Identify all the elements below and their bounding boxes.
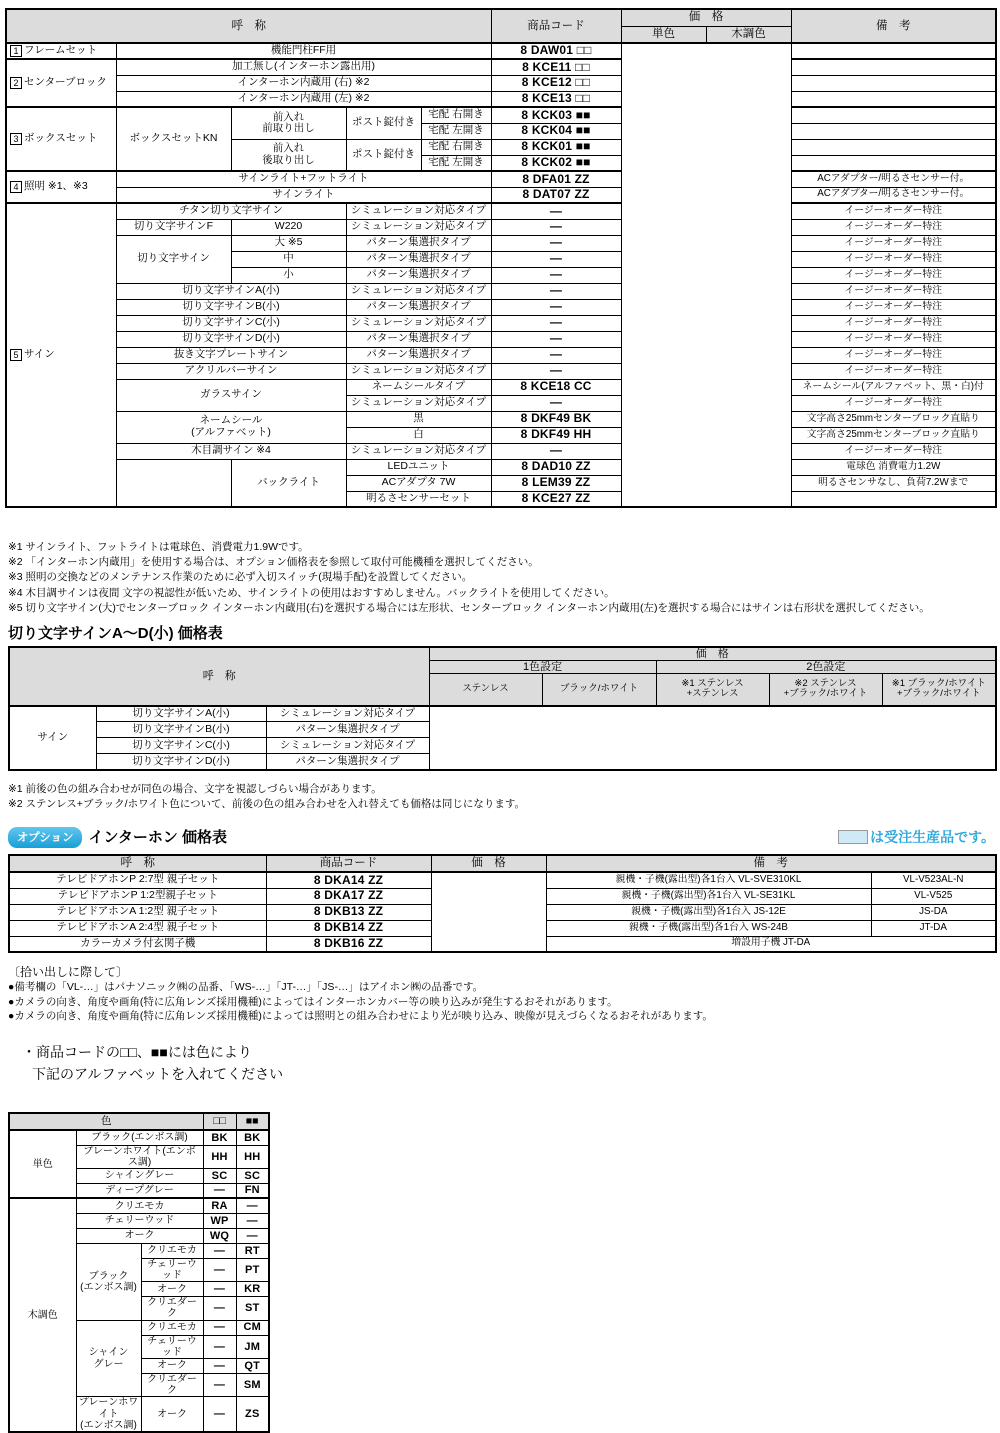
cell: シャイングレー <box>76 1168 203 1183</box>
category-label: 4 照明 ※1、※3 <box>6 171 116 203</box>
product-code-cell: HH <box>236 1145 269 1168</box>
product-code-cell: 8 KCE13 □□ <box>491 91 621 107</box>
product-code-cell: — <box>491 235 621 251</box>
table-row <box>9 1130 269 1145</box>
cell: パターン集選択タイプ <box>346 331 491 347</box>
cell: クリエダーク <box>141 1297 203 1320</box>
sign-price-table <box>8 646 997 771</box>
cell: 切り文字サインA(小) <box>116 283 346 299</box>
table-row <box>6 171 996 187</box>
remarks-cell: イージーオーダー特注 <box>791 283 996 299</box>
cell: ボックスセットKN <box>116 107 231 171</box>
cell: 宅配 右開き <box>421 139 491 155</box>
cell: W220 <box>231 219 346 235</box>
product-code-cell: — <box>203 1397 236 1432</box>
header-cell: 備 考 <box>791 9 996 43</box>
cell: パターン集選択タイプ <box>346 251 491 267</box>
table-row <box>9 706 996 722</box>
product-code-cell: — <box>203 1359 236 1374</box>
cell: 中 <box>231 251 346 267</box>
product-code-cell: — <box>203 1282 236 1297</box>
footnote: ※2 「インターホン内蔵用」を使用する場合は、オプション価格表を参照して取付可能機種を選択してください。 <box>8 556 539 569</box>
remarks-cell: 増設用子機 JT-DA <box>546 936 996 952</box>
cell: 前入れ 前取り出し <box>231 107 346 139</box>
cell: シミュレーション対応タイプ <box>346 395 491 411</box>
product-code-cell: 8 KCE27 ZZ <box>491 491 621 507</box>
product-code-cell: — <box>236 1213 269 1228</box>
group-number-box: 2 <box>10 77 22 89</box>
cell: シミュレーション対応タイプ <box>346 363 491 379</box>
product-code-cell: 8 DKB16 ZZ <box>266 936 431 952</box>
table-row <box>6 75 996 91</box>
product-code-cell: SM <box>236 1374 269 1397</box>
main-footnotes <box>8 540 930 616</box>
table-row <box>6 379 996 395</box>
product-code-cell: KR <box>236 1282 269 1297</box>
category-label: 木調色 <box>9 1198 76 1432</box>
option-badge: オプション <box>8 827 82 848</box>
remarks-cell: 電球色 消費電力1.2W <box>791 459 996 475</box>
header-cell: 商品コード <box>491 9 621 43</box>
cell: 切り文字サインB(小) <box>116 299 346 315</box>
remarks-cell <box>791 491 996 507</box>
cell: 切り文字サインF <box>116 219 231 235</box>
header-cell: ※1 ステンレス +ステンレス <box>656 674 769 706</box>
cell: 切り文字サインC(小) <box>96 738 266 754</box>
cell: クリエモカ <box>141 1320 203 1335</box>
product-code-cell: 8 KCE18 CC <box>491 379 621 395</box>
header-cell: ■■ <box>236 1113 269 1130</box>
product-code-cell: 8 KCK02 ■■ <box>491 155 621 171</box>
remarks-cell: JT-DA <box>871 920 996 936</box>
cell: ネームシール (アルファベット) <box>116 411 346 443</box>
remarks-cell: イージーオーダー特注 <box>791 363 996 379</box>
remarks-cell: イージーオーダー特注 <box>791 235 996 251</box>
product-code-cell: — <box>203 1243 236 1258</box>
remarks-cell <box>791 91 996 107</box>
category-label: 5 サイン <box>6 203 116 507</box>
cell: ポスト錠付き <box>346 107 421 139</box>
table-row <box>6 235 996 251</box>
cell: オーク <box>141 1397 203 1432</box>
cell: シミュレーション対応タイプ <box>266 706 429 722</box>
header-cell: 木調色 <box>706 26 791 43</box>
header-cell: 2色設定 <box>656 661 996 674</box>
category-label: 単色 <box>9 1130 76 1198</box>
table-row <box>6 315 996 331</box>
header-cell: 呼 称 <box>9 855 266 872</box>
cell: 切り文字サインD(小) <box>96 754 266 770</box>
product-code-cell: HH <box>203 1145 236 1168</box>
cell: アクリルバーサイン <box>116 363 346 379</box>
header-cell: □□ <box>203 1113 236 1130</box>
header-cell: 価 格 <box>621 9 791 26</box>
remarks-cell <box>791 123 996 139</box>
remarks-cell: イージーオーダー特注 <box>791 299 996 315</box>
color-code-instruction <box>22 1042 283 1085</box>
product-code-cell: ZS <box>236 1397 269 1432</box>
header-cell: 備 考 <box>546 855 996 872</box>
color-code-instruction-line2: 下記のアルファベットを入れてください <box>32 1065 284 1082</box>
product-code-cell: 8 KCE11 □□ <box>491 59 621 75</box>
product-code-cell: — <box>236 1228 269 1243</box>
price-blank-area <box>431 872 546 952</box>
cell: シミュレーション対応タイプ <box>346 203 491 219</box>
cell: クリエダーク <box>141 1374 203 1397</box>
remarks-cell: 親機・子機(露出型)各1台入 VL-SVE310KL <box>546 872 871 888</box>
cell: パターン集選択タイプ <box>346 347 491 363</box>
product-code-cell: 8 KCK01 ■■ <box>491 139 621 155</box>
cell: パターン集選択タイプ <box>346 267 491 283</box>
product-code-cell: 8 DKA14 ZZ <box>266 872 431 888</box>
cell: ガラスサイン <box>116 379 346 411</box>
remarks-cell: 明るさセンサなし、負荷7.2Wまで <box>791 475 996 491</box>
group-number-box: 4 <box>10 181 22 193</box>
pickup-notes <box>8 980 713 1024</box>
product-code-cell: 8 DKF49 HH <box>491 427 621 443</box>
product-code-cell: — <box>491 251 621 267</box>
remarks-cell: イージーオーダー特注 <box>791 219 996 235</box>
remarks-cell <box>791 139 996 155</box>
product-code-cell: 8 KCK04 ■■ <box>491 123 621 139</box>
product-code-cell: — <box>203 1258 236 1281</box>
product-code-cell: 8 DKF49 BK <box>491 411 621 427</box>
product-code-cell: SC <box>203 1168 236 1183</box>
product-code-cell: JM <box>236 1335 269 1358</box>
footnote: ※1 前後の色の組み合わせが同色の場合、文字を視認しづらい場合があります。 <box>8 783 382 795</box>
product-code-cell: — <box>203 1297 236 1320</box>
remarks-cell: ACアダプター/明るさセンサー付。 <box>791 171 996 187</box>
remarks-cell: JS-DA <box>871 904 996 920</box>
header-cell: 価 格 <box>429 647 996 661</box>
remarks-cell: 親機・子機(露出型)各1台入 WS-24B <box>546 920 871 936</box>
product-code-cell: RT <box>236 1243 269 1258</box>
category-label: 1 フレームセット <box>6 43 116 59</box>
remarks-cell: イージーオーダー特注 <box>791 203 996 219</box>
cell: LEDユニット <box>346 459 491 475</box>
product-code-cell: — <box>203 1335 236 1358</box>
cell: 小 <box>231 267 346 283</box>
table-row <box>6 331 996 347</box>
header-cell: ステンレス <box>429 674 542 706</box>
product-code-cell: QT <box>236 1359 269 1374</box>
cell: テレビドアホンP 2:7型 親子セット <box>9 872 266 888</box>
header-cell: 色 <box>9 1113 203 1130</box>
cell: 機能門柱FF用 <box>116 43 491 59</box>
table-row <box>6 459 996 475</box>
remarks-cell: イージーオーダー特注 <box>791 331 996 347</box>
cell: インターホン内蔵用 (右) ※2 <box>116 75 491 91</box>
product-code-cell: 8 KCE12 □□ <box>491 75 621 91</box>
intercom-section-header <box>8 826 995 848</box>
cell: 抜き文字プレートサイン <box>116 347 346 363</box>
cell: 大 ※5 <box>231 235 346 251</box>
product-code-cell: FN <box>236 1183 269 1198</box>
remarks-cell: ACアダプター/明るさセンサー付。 <box>791 187 996 203</box>
footnote: ※1 サインライト、フットライトは電球色、消費電力1.9Wです。 <box>8 541 309 553</box>
remarks-cell: 親機・子機(露出型)各1台入 VL-SE31KL <box>546 888 871 904</box>
color-code-table <box>8 1112 270 1433</box>
table-row <box>6 59 996 75</box>
cell: チェリーウッド <box>141 1258 203 1281</box>
category-label: 3 ボックスセット <box>6 107 116 171</box>
cell: ディープグレー <box>76 1183 203 1198</box>
table-row <box>6 107 996 123</box>
sign-price-table-title: 切り文字サインA〜D(小) 価格表 <box>8 625 223 642</box>
table-row <box>9 855 996 872</box>
table-row <box>9 1113 269 1130</box>
product-code-cell: PT <box>236 1258 269 1281</box>
cell: 黒 <box>346 411 491 427</box>
cell: テレビドアホンA 2:4型 親子セット <box>9 920 266 936</box>
product-code-cell: 8 DKA17 ZZ <box>266 888 431 904</box>
cell: 切り文字サインC(小) <box>116 315 346 331</box>
product-code-cell: 8 DKB13 ZZ <box>266 904 431 920</box>
table-row <box>6 43 996 59</box>
pickup-notes-heading: 〔拾い出しに際して〕 <box>8 965 129 979</box>
product-code-cell: CM <box>236 1320 269 1335</box>
header-cell: ブラック/ホワイト <box>542 674 656 706</box>
remarks-cell: イージーオーダー特注 <box>791 251 996 267</box>
table-row <box>6 9 996 26</box>
product-code-cell: — <box>491 203 621 219</box>
product-code-cell: — <box>203 1320 236 1335</box>
cell: チェリーウッド <box>76 1213 203 1228</box>
footnote: ※5 切り文字サイン(大)でセンターブロック インターホン内蔵用(右)を選択する場合には左形状、センターブロック インターホン内蔵用(左)を選択する場合にはサインは右形状を選択してください。 <box>8 601 930 614</box>
cell: クリエモカ <box>141 1243 203 1258</box>
cell: 前入れ 後取り出し <box>231 139 346 171</box>
table-row <box>9 1198 269 1213</box>
pickup-note: ●カメラの向き、角度や画角(特に広角レンズ採用機種)によっては照明との組み合わせにより光が映り込み、映像が見えづらくなるおそれがあります。 <box>8 1010 713 1023</box>
product-code-cell: — <box>491 267 621 283</box>
cell: オーク <box>76 1228 203 1243</box>
cell: 宅配 右開き <box>421 107 491 123</box>
product-code-cell: — <box>491 347 621 363</box>
table-row <box>6 203 996 219</box>
product-code-cell: 8 DAT07 ZZ <box>491 187 621 203</box>
cell: パターン集選択タイプ <box>346 235 491 251</box>
cell: 加工無し(インターホン露出用) <box>116 59 491 75</box>
cell: チタン切り文字サイン <box>116 203 346 219</box>
remarks-cell: 文字高さ25mmセンターブロック直貼り <box>791 411 996 427</box>
name-cell: ブラック (エンボス調) <box>76 1243 141 1320</box>
footnote: ※4 木目調サインは夜間 文字の視認性が低いため、サインライトの使用はおすすめしません。バックライトを使用してください。 <box>8 586 615 599</box>
cell: サインライト+フットライト <box>116 171 491 187</box>
product-code-cell: RA <box>203 1198 236 1213</box>
product-code-cell: — <box>203 1374 236 1397</box>
header-cell: ※2 ステンレス +ブラック/ホワイト <box>769 674 882 706</box>
made-to-order-note-text: は受注生産品です。 <box>870 829 995 845</box>
product-code-cell: ST <box>236 1297 269 1320</box>
product-code-cell: 8 DKB14 ZZ <box>266 920 431 936</box>
cell: シャイン グレー <box>76 1320 141 1397</box>
product-code-cell: — <box>236 1198 269 1213</box>
header-cell: 商品コード <box>266 855 431 872</box>
cell: 白 <box>346 427 491 443</box>
cell: パターン集選択タイプ <box>266 754 429 770</box>
cell: バックライト <box>231 459 346 507</box>
made-to-order-swatch <box>838 830 868 844</box>
made-to-order-note <box>838 827 995 847</box>
name-cell: プレーンホワイト (エンボス調) <box>76 1397 141 1432</box>
price-blank-area <box>429 706 996 770</box>
remarks-cell: イージーオーダー特注 <box>791 395 996 411</box>
cell: インターホン内蔵用 (左) ※2 <box>116 91 491 107</box>
table-row <box>6 219 996 235</box>
remarks-cell <box>791 59 996 75</box>
table-row <box>6 443 996 459</box>
cell: 宅配 左開き <box>421 123 491 139</box>
product-code-cell: BK <box>236 1130 269 1145</box>
table-row <box>6 347 996 363</box>
cell: チェリーウッド <box>141 1335 203 1358</box>
table-row <box>6 411 996 427</box>
cell: シミュレーション対応タイプ <box>346 283 491 299</box>
product-code-cell: — <box>491 443 621 459</box>
product-code-cell: WQ <box>203 1228 236 1243</box>
product-code-cell: — <box>491 219 621 235</box>
cell: サイン <box>9 706 96 770</box>
table-row <box>9 872 996 888</box>
remarks-cell: イージーオーダー特注 <box>791 347 996 363</box>
remarks-cell: 文字高さ25mmセンターブロック直貼り <box>791 427 996 443</box>
product-code-cell: 8 DAW01 □□ <box>491 43 621 59</box>
category-label: 2 センターブロック <box>6 59 116 107</box>
cell: オーク <box>141 1359 203 1374</box>
table-row <box>6 363 996 379</box>
pickup-note: ●カメラの向き、角度や画角(特に広角レンズ採用機種)によってはインターホンカバー等の映り込みが発生するおそれがあります。 <box>8 995 618 1008</box>
product-code-cell: — <box>491 363 621 379</box>
product-code-cell: SC <box>236 1168 269 1183</box>
product-code-cell: — <box>491 299 621 315</box>
footnote: ※2 ステンレス+ブラック/ホワイト色について、前後の色の組み合わせを入れ替えても価格は同じになります。 <box>8 798 526 811</box>
cell: テレビドアホンP 1:2型親子セット <box>9 888 266 904</box>
cell: オーク <box>141 1282 203 1297</box>
product-code-cell: 8 LEM39 ZZ <box>491 475 621 491</box>
remarks-cell: VL-V523AL-N <box>871 872 996 888</box>
table-row <box>9 647 996 661</box>
cell: シミュレーション対応タイプ <box>346 443 491 459</box>
remarks-cell <box>791 75 996 91</box>
cell: 切り文字サインD(小) <box>116 331 346 347</box>
product-code-cell: — <box>491 395 621 411</box>
remarks-cell: イージーオーダー特注 <box>791 315 996 331</box>
remarks-cell <box>791 107 996 123</box>
remarks-cell: VL-V525 <box>871 888 996 904</box>
header-cell: ※1 ブラック/ホワイト +ブラック/ホワイト <box>882 674 996 706</box>
pickup-note: ●備考欄の「VL-…」はパナソニック㈱の品番、「WS-…」「JT-…」「JS-…」はアイホン㈱の品番です。 <box>8 981 484 993</box>
group-number-box: 3 <box>10 133 22 145</box>
table-row <box>6 91 996 107</box>
header-cell: 単色 <box>621 26 706 43</box>
header-cell: 1色設定 <box>429 661 656 674</box>
product-code-cell: — <box>203 1183 236 1198</box>
header-cell: 呼 称 <box>9 647 429 706</box>
remarks-cell: 親機・子機(露出型)各1台入 JS-12E <box>546 904 871 920</box>
product-code-cell: WP <box>203 1213 236 1228</box>
table-row <box>6 299 996 315</box>
table-row <box>6 283 996 299</box>
cell: シミュレーション対応タイプ <box>346 219 491 235</box>
cell: サインライト <box>116 187 491 203</box>
cell: 切り文字サイン <box>116 235 231 283</box>
product-code-cell: BK <box>203 1130 236 1145</box>
intercom-price-table-title: インターホン 価格表 <box>88 829 228 846</box>
remarks-cell: イージーオーダー特注 <box>791 267 996 283</box>
cell <box>116 459 231 507</box>
product-code-cell: — <box>491 331 621 347</box>
cell: テレビドアホンA 1:2型 親子セット <box>9 904 266 920</box>
product-price-table <box>5 8 997 508</box>
cell: シミュレーション対応タイプ <box>266 738 429 754</box>
cell: 切り文字サインB(小) <box>96 722 266 738</box>
intercom-price-table <box>8 854 997 953</box>
name-cell: プレーンホワイト(エンボス調) <box>76 1145 203 1168</box>
cell: 木目調サイン ※4 <box>116 443 346 459</box>
price-blank-area <box>621 43 791 507</box>
cell: カラーカメラ付玄関子機 <box>9 936 266 952</box>
cell: パターン集選択タイプ <box>266 722 429 738</box>
header-cell: 呼 称 <box>6 9 491 43</box>
product-code-cell: — <box>491 283 621 299</box>
cell: 切り文字サインA(小) <box>96 706 266 722</box>
footnote: ※3 照明の交換などのメンテナンス作業のために必ず入切スイッチ(現場手配)を設置してください。 <box>8 571 473 584</box>
product-code-cell: 8 DAD10 ZZ <box>491 459 621 475</box>
color-code-instruction-line1: ・商品コードの□□、■■には色により <box>22 1044 252 1060</box>
product-code-cell: 8 KCK03 ■■ <box>491 107 621 123</box>
cell: クリエモカ <box>76 1198 203 1213</box>
cell: ACアダプタ 7W <box>346 475 491 491</box>
header-cell: 価 格 <box>431 855 546 872</box>
remarks-cell: イージーオーダー特注 <box>791 443 996 459</box>
cell: パターン集選択タイプ <box>346 299 491 315</box>
cell: 明るさセンサーセット <box>346 491 491 507</box>
group-number-box: 1 <box>10 45 22 57</box>
table-row <box>6 187 996 203</box>
remarks-cell: ネームシール(アルファベット、黒・白)付 <box>791 379 996 395</box>
cell: ネームシールタイプ <box>346 379 491 395</box>
remarks-cell <box>791 43 996 59</box>
product-code-cell: — <box>491 315 621 331</box>
cell: ポスト錠付き <box>346 139 421 171</box>
cell: 宅配 左開き <box>421 155 491 171</box>
remarks-cell <box>791 155 996 171</box>
cell: シミュレーション対応タイプ <box>346 315 491 331</box>
cell: ブラック(エンボス調) <box>76 1130 203 1145</box>
group-number-box: 5 <box>10 349 22 361</box>
sign-price-footnotes <box>8 782 525 812</box>
product-code-cell: 8 DFA01 ZZ <box>491 171 621 187</box>
